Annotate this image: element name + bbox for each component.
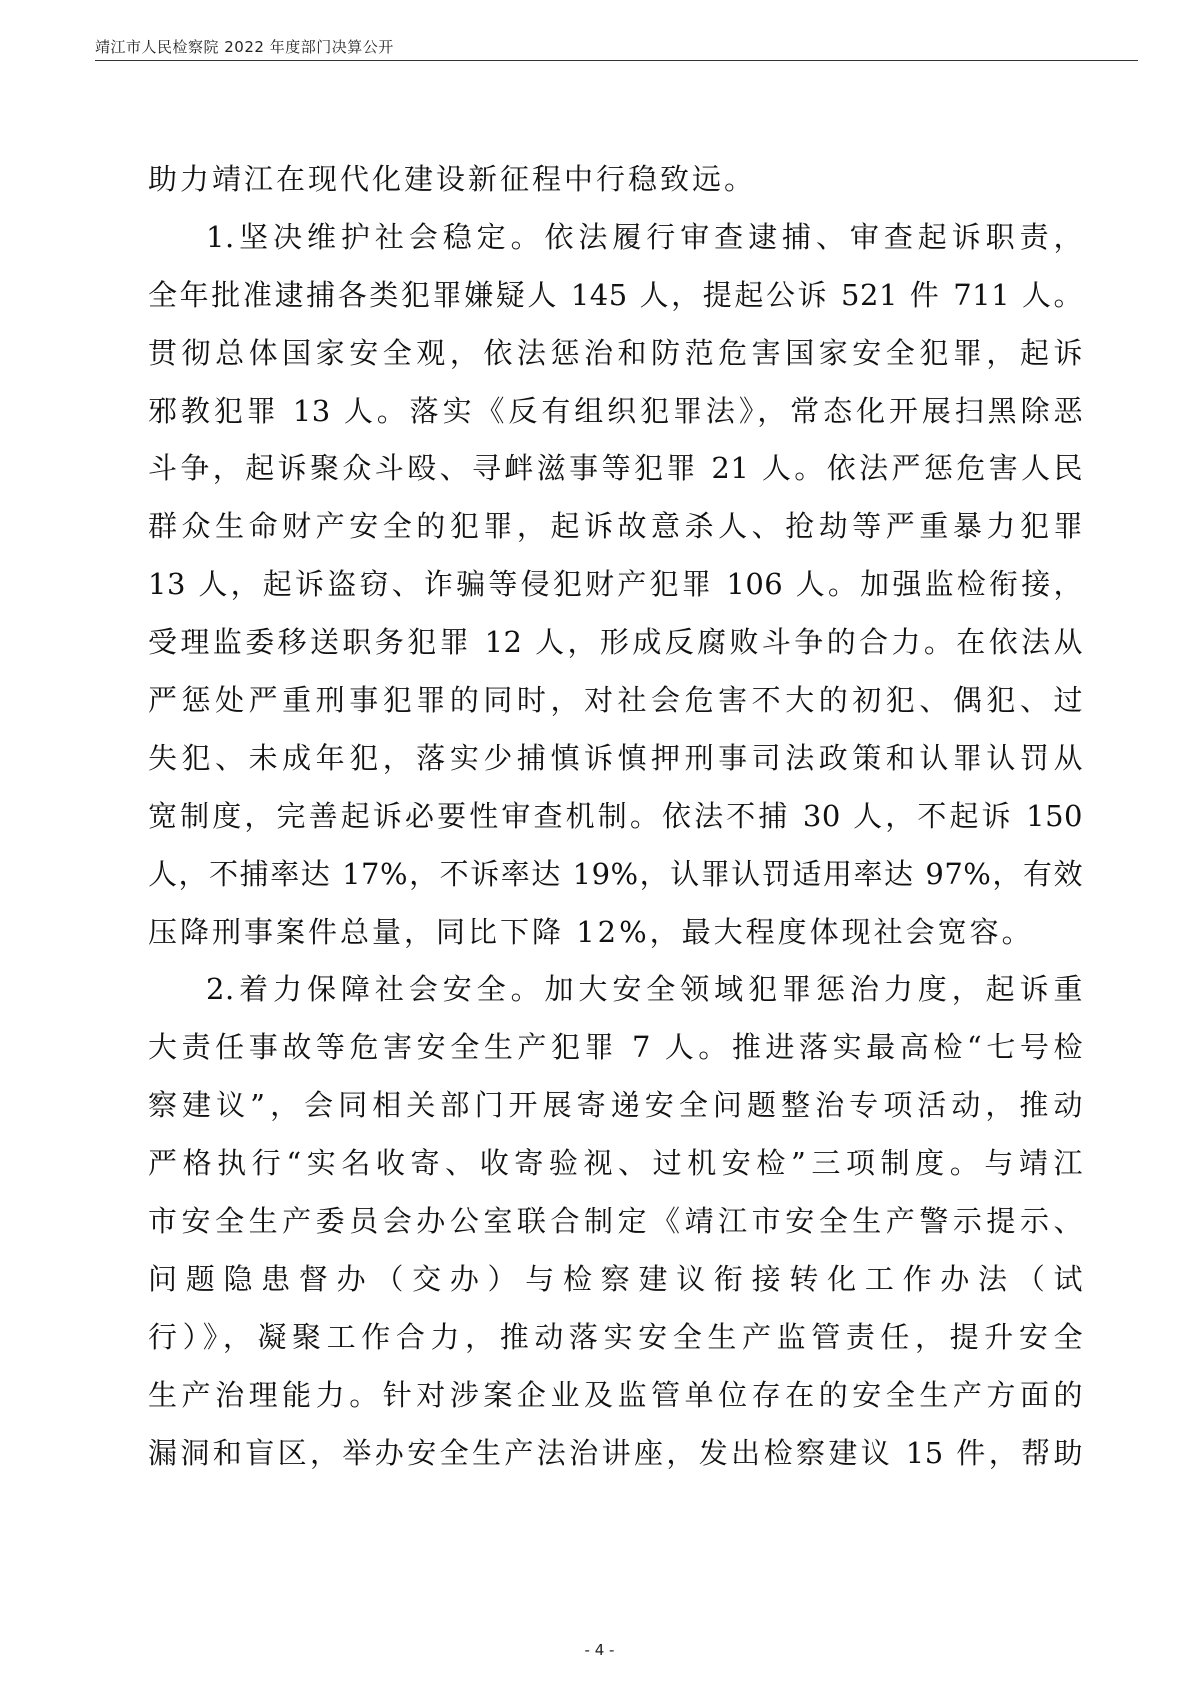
text-line: 斗争，起诉聚众斗殴、寻衅滋事等犯罪 21 人。依法严惩危害人民	[148, 451, 1083, 486]
page-header	[95, 32, 1138, 61]
text-line: 问题隐患督办（交办）与检察建议衔接转化工作办法（试	[148, 1261, 1083, 1296]
text-line: 严格执行“实名收寄、收寄验视、过机安检”三项制度。与靖江	[148, 1146, 1083, 1181]
text-line: 生产治理能力。针对涉案企业及监管单位存在的安全生产方面的	[148, 1377, 1083, 1412]
text-line: 贯彻总体国家安全观，依法惩治和防范危害国家安全犯罪，起诉	[148, 335, 1083, 370]
text-line: 1.坚决维护社会稳定。依法履行审查逮捕、审查起诉职责，	[206, 219, 1083, 254]
text-line: 察建议”，会同相关部门开展寄递安全问题整治专项活动，推动	[148, 1088, 1083, 1123]
text-line: 宽制度，完善起诉必要性审查机制。依法不捕 30 人，不起诉 150	[148, 798, 1083, 833]
text-line: 失犯、未成年犯，落实少捕慎诉慎押刑事司法政策和认罪认罚从	[148, 740, 1083, 775]
text-line: 2.着力保障社会安全。加大安全领域犯罪惩治力度，起诉重	[206, 972, 1083, 1007]
text-line: 全年批准逮捕各类犯罪嫌疑人 145 人，提起公诉 521 件 711 人。	[148, 277, 1083, 312]
text-line: 市安全生产委员会办公室联合制定《靖江市安全生产警示提示、	[148, 1204, 1083, 1239]
text-line: 大责任事故等危害安全生产犯罪 7 人。推进落实最高检“七号检	[148, 1030, 1083, 1065]
header-title: 靖江市人民检察院 2022 年度部门决算公开	[95, 38, 394, 56]
text-line: 漏洞和盲区，举办安全生产法治讲座，发出检察建议 15 件，帮助	[148, 1435, 1083, 1470]
text-line: 13 人，起诉盗窃、诈骗等侵犯财产犯罪 106 人。加强监检衔接，	[148, 567, 1083, 602]
text-line: 群众生命财产安全的犯罪，起诉故意杀人、抢劫等严重暴力犯罪	[148, 509, 1083, 544]
text-line: 邪教犯罪 13 人。落实《反有组织犯罪法》，常态化开展扫黑除恶	[148, 393, 1083, 428]
document-body	[148, 151, 1083, 1482]
text-line: 助力靖江在现代化建设新征程中行稳致远。	[148, 162, 757, 196]
text-line: 受理监委移送职务犯罪 12 人，形成反腐败斗争的合力。在依法从	[148, 625, 1083, 660]
text-line: 压降刑事案件总量，同比下降 12%，最大程度体现社会宽容。	[148, 914, 1034, 949]
page-number: - 4 -	[584, 1641, 615, 1659]
text-line: 人，不捕率达 17%，不诉率达 19%，认罪认罚适用率达 97%，有效	[148, 856, 1083, 891]
text-line: 行）》，凝聚工作合力，推动落实安全生产监管责任，提升安全	[148, 1319, 1083, 1354]
text-line: 严惩处严重刑事犯罪的同时，对社会危害不大的初犯、偶犯、过	[148, 683, 1083, 718]
